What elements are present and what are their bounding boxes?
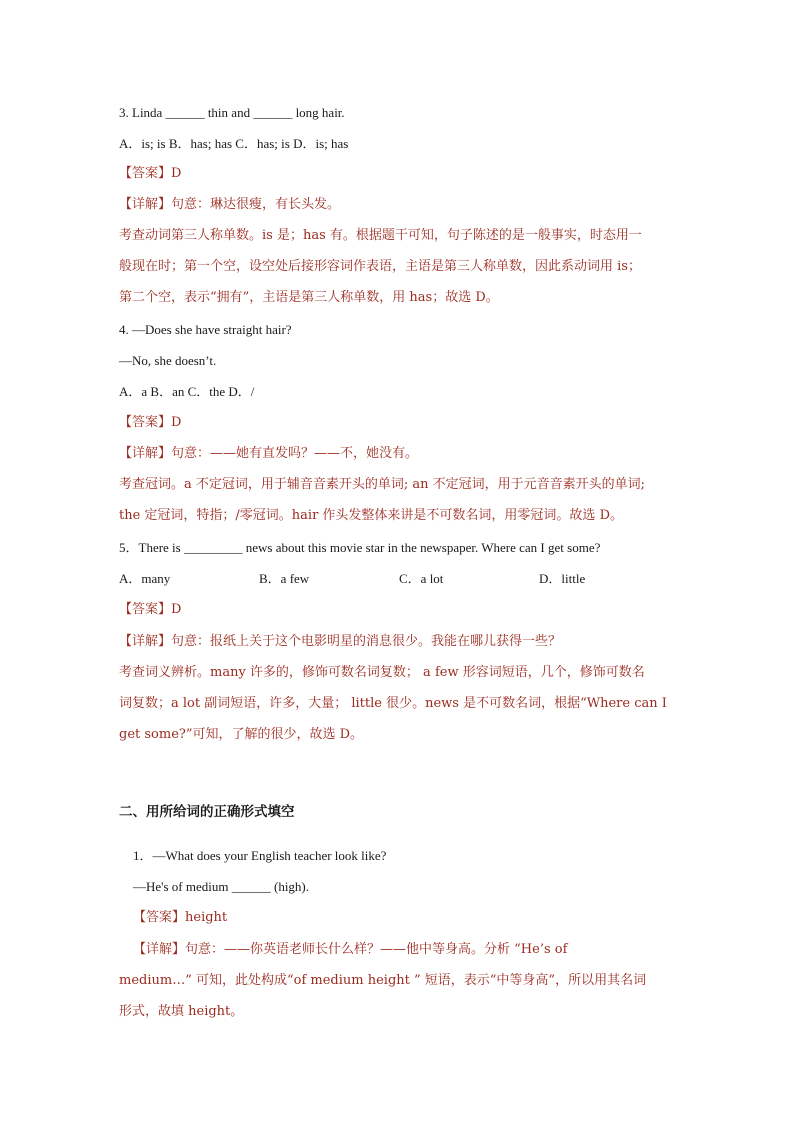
q5-explain-head (119, 632, 699, 652)
answer-label: 【答案】 (119, 166, 172, 181)
explain-label: 【详解】 (119, 634, 172, 649)
s2-q1-stem: 1．—What does your English teacher look like? (133, 848, 387, 863)
s2-q1-explain-line: medium…” 可知，此处构成“of medium height ” 短语，表示“中等身高”，所以用其名词 (119, 973, 647, 988)
explain-label: 【详解】 (119, 446, 172, 461)
s2-q1-answer (133, 908, 713, 928)
explain-text: 句意：琳达很瘦，有长头发。 (171, 197, 341, 212)
explain-label: 【详解】 (133, 942, 186, 957)
answer-value: D (171, 415, 182, 430)
q5-explain-line: 考查词义辨析。many 许多的，修饰可数名词复数； a few 形容词短语，几个，修饰可数名 (119, 665, 645, 680)
option-d: D．little (539, 571, 586, 586)
q4-options: A．a B．an C．the D．/ (119, 384, 255, 399)
s2-q1-explain-line: 形式，故填 height。 (119, 1004, 244, 1019)
q3-explain-line: 考查动词第三人称单数。is 是；has 有。根据题干可知，句子陈述的是一般事实，时态用一 (119, 228, 642, 243)
q5-explain-line: 词复数；a lot 副词短语，许多，大量； little 很少。news 是不可数名词，根据“Where can I (119, 696, 667, 711)
answer-label: 【答案】 (133, 910, 186, 925)
q3-explain-line: 般现在时；第一个空，设空处后接形容词作表语，主语是第三人称单数，因此系动词用 is； (119, 259, 641, 274)
answer-value: D (171, 602, 182, 617)
q4-answer (119, 413, 699, 433)
explain-label: 【详解】 (119, 197, 172, 212)
q4-reply: —No, she doesn’t. (119, 353, 217, 368)
q5-explain-line: get some?”可知，了解的很少，故选 D。 (119, 727, 364, 742)
q3-explain-head (119, 195, 699, 215)
option-c: C．a lot (399, 571, 444, 586)
answer-label: 【答案】 (119, 415, 172, 430)
explain-text: 句意：——你英语老师长什么样？——他中等身高。分析 “He’s of (185, 942, 568, 957)
option-b: B．a few (259, 571, 310, 586)
section-title: 二、用所给词的正确形式填空 (119, 804, 295, 820)
q3-answer (119, 164, 699, 184)
option-a: A．many (119, 571, 171, 586)
q5-answer (119, 600, 699, 620)
answer-value: height (185, 910, 228, 925)
explain-text: 句意：——她有直发吗？——不，她没有。 (171, 446, 419, 461)
answer-label: 【答案】 (119, 602, 172, 617)
q3-explain-line: 第二个空，表示“拥有”，主语是第三人称单数，用 has；故选 D。 (119, 290, 499, 305)
q3-stem: 3. Linda ______ thin and ______ long hair. (119, 105, 345, 120)
q4-explain-line: the 定冠词，特指；/零冠词。hair 作头发整体来讲是不可数名词，用零冠词。故选 D。 (119, 508, 623, 523)
q4-stem: 4. —Does she have straight hair? (119, 322, 292, 337)
q4-explain-head (119, 444, 699, 464)
q5-stem: 5．There is _________ news about this movie star in the newspaper. Where can I get some? (119, 540, 601, 555)
s2-q1-reply: —He's of medium ______ (high). (133, 879, 310, 894)
s2-q1-explain-head (133, 940, 713, 960)
explain-text: 句意：报纸上关于这个电影明星的消息很少。我能在哪儿获得一些？ (171, 634, 562, 649)
q5-options (119, 569, 699, 589)
q4-explain-line: 考查冠词。a 不定冠词，用于辅音音素开头的单词; an 不定冠词，用于元音音素开头的单词; (119, 477, 646, 492)
q3-options: A．is; is B．has; has C．has; is D．is; has (119, 136, 349, 151)
answer-value: D (171, 166, 182, 181)
